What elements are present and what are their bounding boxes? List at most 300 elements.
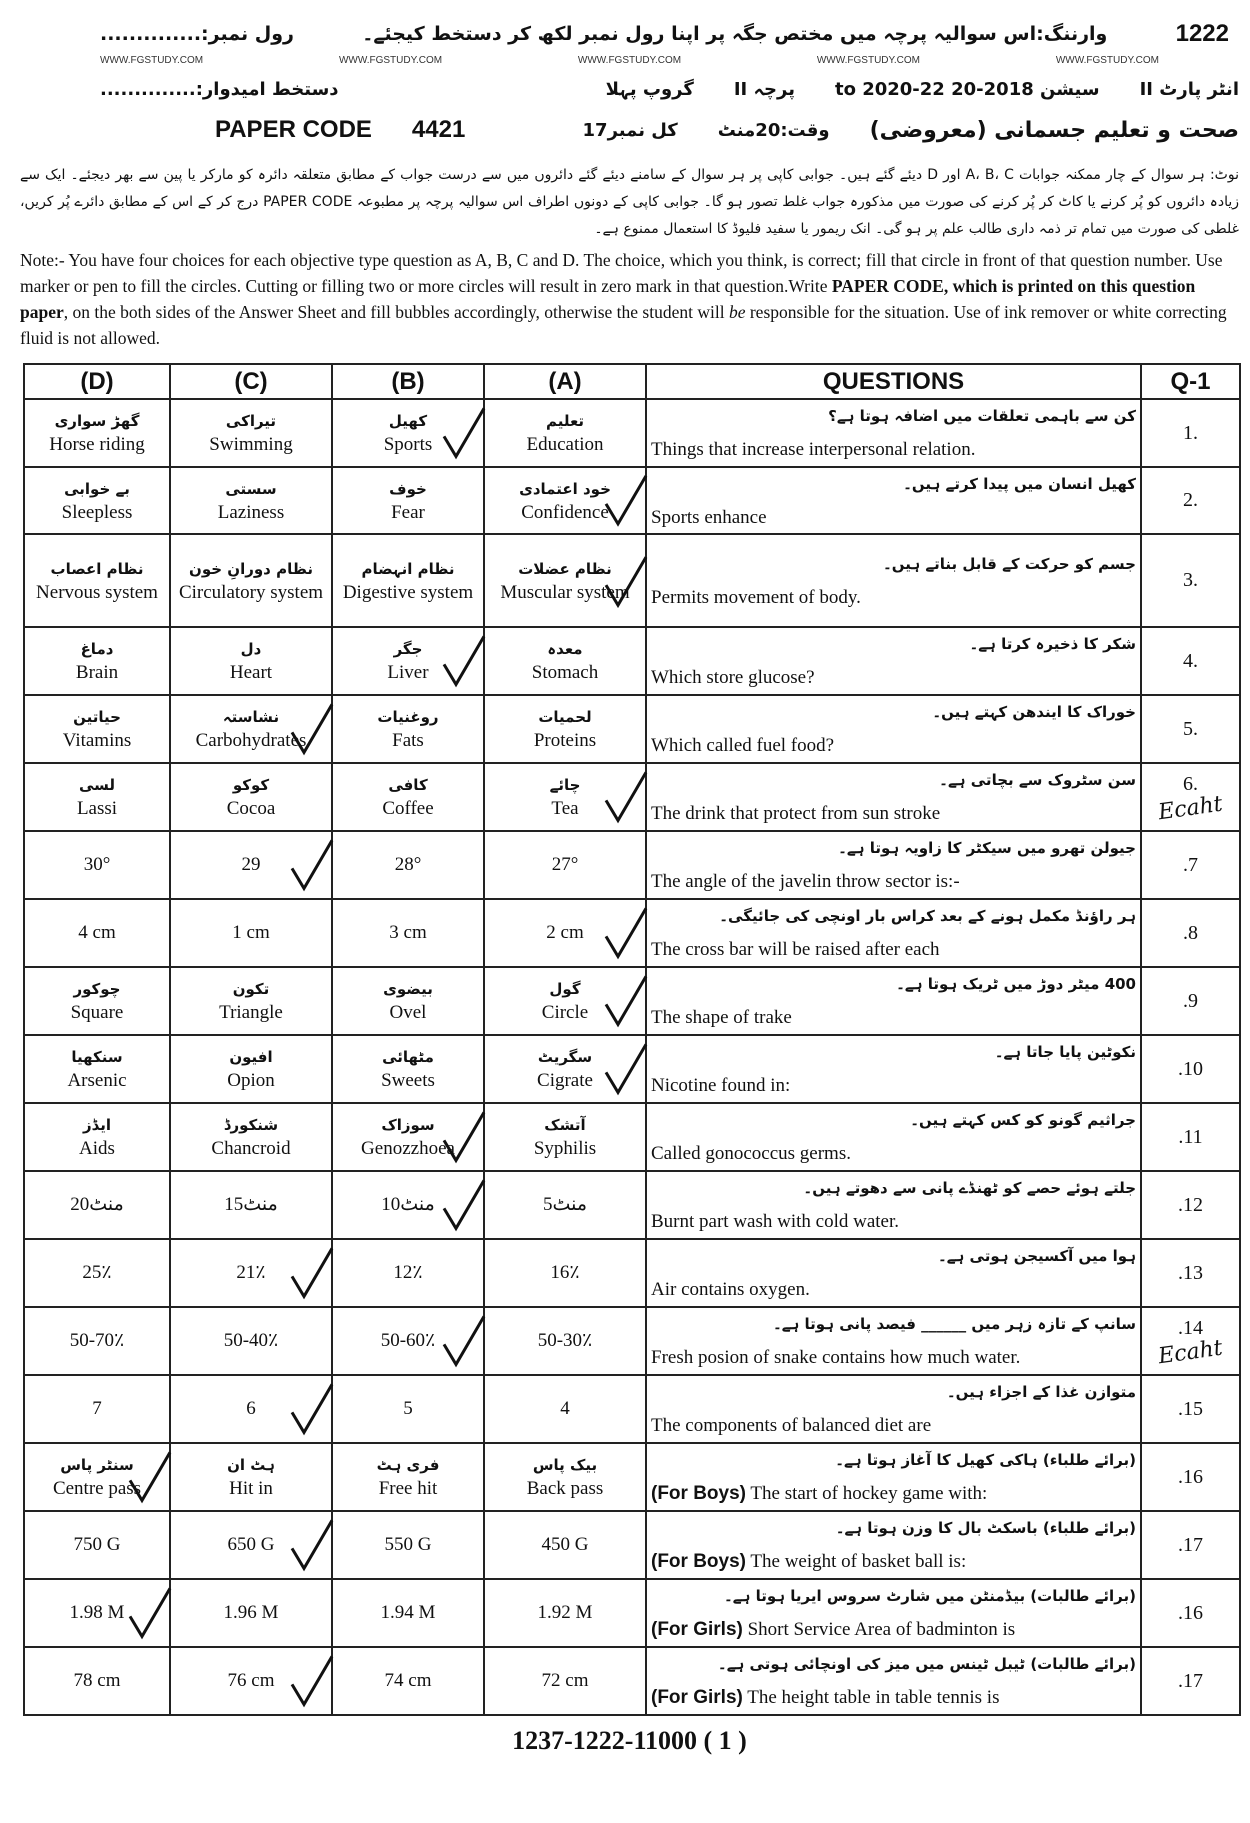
option-d — [24, 831, 170, 899]
question-number: .9 — [1183, 989, 1198, 1012]
option-urdu: کوکو — [232, 776, 270, 794]
option-english: Proteins — [533, 730, 597, 751]
question-audience: (For Boys) — [651, 1483, 746, 1504]
question — [646, 1579, 1141, 1647]
question-english: The start of hockey game with: — [746, 1483, 988, 1504]
option-english: Liver — [387, 662, 429, 683]
table-row — [24, 1579, 1240, 1647]
option-c — [170, 534, 332, 627]
option-english: 1.92 M — [537, 1602, 593, 1623]
option-a — [484, 763, 646, 831]
note-emphasis: be — [728, 302, 746, 322]
option-english: Triangle — [219, 1002, 283, 1023]
option-b — [332, 1443, 484, 1511]
question-urdu: شکر کا ذخیرہ کرتا ہے۔ — [969, 635, 1136, 653]
question — [646, 399, 1141, 467]
option-english: Hit in — [229, 1478, 273, 1499]
option-b — [332, 534, 484, 627]
question-number-cell — [1141, 1511, 1240, 1579]
option-urdu: لحمیات — [538, 708, 592, 726]
table-row — [24, 763, 1240, 831]
option-d — [24, 627, 170, 695]
option-a — [484, 1579, 646, 1647]
option-urdu: سستی — [225, 479, 277, 498]
session-label: سیشن 2018-20 to 2020-22 — [834, 78, 1100, 100]
option-english: 1.94 M — [380, 1602, 436, 1623]
table-row — [24, 1307, 1240, 1375]
option-d — [24, 695, 170, 763]
question-english: The cross bar will be raised after each — [651, 939, 940, 960]
option-english: 15منٹ — [224, 1194, 278, 1215]
header-c: (C) — [170, 364, 332, 399]
question-english: The components of balanced diet are — [651, 1415, 932, 1436]
watermark-url: WWW.FGSTUDY.COM — [100, 54, 204, 66]
option-english: Sports — [383, 434, 433, 455]
option-b — [332, 695, 484, 763]
option-english: Ovel — [389, 1002, 427, 1023]
question-number-cell — [1141, 1239, 1240, 1307]
option-urdu: سنٹر پاس — [60, 1456, 134, 1474]
question — [646, 1511, 1141, 1579]
question-number: .16 — [1178, 1465, 1203, 1488]
option-urdu: ہٹ ان — [227, 1456, 275, 1474]
question-number: .10 — [1178, 1057, 1203, 1080]
question-english: Sports enhance — [651, 506, 767, 528]
option-english: Aids — [79, 1138, 115, 1159]
table-row — [24, 467, 1240, 534]
option-english: 21٪ — [236, 1262, 266, 1283]
question-number: .12 — [1178, 1193, 1203, 1216]
option-urdu: چوکور — [73, 980, 121, 998]
watermark-url: WWW.FGSTUDY.COM — [577, 54, 682, 66]
option-a — [484, 627, 646, 695]
option-english: 1.98 M — [69, 1602, 125, 1623]
question — [646, 467, 1141, 534]
question-number-cell — [1141, 763, 1240, 831]
table-row — [24, 1647, 1240, 1715]
handwritten-note: Ecaht — [1156, 791, 1225, 825]
question-number: 3. — [1183, 569, 1198, 591]
note-text: Note:- You have four choices for each objective type question as A, B, C and D. The choice, which you think, is correct; fill that circle in front of that question number. Use marker or pen to fill the circles. Cutting or filling two or more circles will result in zero mark in that question.Write — [20, 250, 1223, 296]
question-audience: (For Boys) — [651, 1551, 746, 1572]
option-english: Sleepless — [61, 501, 133, 523]
question-urdu: (برائے طلباء) باسکٹ بال کا وزن ہوتا ہے۔ — [835, 1519, 1136, 1537]
option-d — [24, 763, 170, 831]
option-c — [170, 1647, 332, 1715]
question-urdu: متوازن غذا کے اجزاء ہیں۔ — [946, 1383, 1136, 1401]
paper-code-label: PAPER CODE — [215, 116, 372, 143]
question — [646, 695, 1141, 763]
time-label: وقت:20منٹ — [717, 119, 830, 141]
question-urdu: نکوٹین پایا جاتا ہے۔ — [994, 1043, 1136, 1061]
question-number-cell — [1141, 627, 1240, 695]
option-urdu: سوزاک — [381, 1116, 435, 1134]
option-english: Vitamins — [62, 730, 132, 751]
option-c — [170, 831, 332, 899]
question-number: .11 — [1178, 1125, 1203, 1148]
option-c — [170, 467, 332, 534]
option-a — [484, 695, 646, 763]
question-number: 6. — [1183, 772, 1198, 795]
header-a: (A) — [484, 364, 646, 399]
option-english: 27° — [551, 854, 579, 875]
question-number-cell — [1141, 1443, 1240, 1511]
option-a — [484, 1443, 646, 1511]
option-b — [332, 899, 484, 967]
option-a — [484, 1307, 646, 1375]
table-row — [24, 1375, 1240, 1443]
table-row — [24, 399, 1240, 467]
option-a — [484, 967, 646, 1035]
option-b — [332, 1579, 484, 1647]
option-urdu: کھیل — [388, 412, 428, 430]
question-audience: (For Girls) — [651, 1687, 743, 1708]
option-c — [170, 1511, 332, 1579]
question-english: Air contains oxygen. — [651, 1279, 810, 1300]
option-a — [484, 1103, 646, 1171]
option-english: 3 cm — [389, 922, 427, 943]
roll-number-field: رول نمبر:.............. — [100, 23, 294, 45]
option-urdu: حیاتین — [73, 708, 121, 726]
table-row — [24, 1103, 1240, 1171]
header-d: (D) — [24, 364, 170, 399]
option-b — [332, 1511, 484, 1579]
option-english: 650 G — [227, 1534, 275, 1555]
option-english: Back pass — [526, 1478, 604, 1499]
option-d — [24, 399, 170, 467]
option-urdu: تیراکی — [225, 412, 277, 430]
option-urdu: مٹھائی — [382, 1048, 434, 1066]
question-number: 1. — [1183, 421, 1198, 444]
subject-title: صحت و تعلیم جسمانی (معروضی) — [869, 117, 1239, 143]
option-english: Circle — [541, 1002, 589, 1023]
question-urdu: خوراک کا ایندھن کہتے ہیں۔ — [932, 703, 1136, 721]
question-number: .14 — [1178, 1316, 1203, 1339]
option-english: Chancroid — [211, 1138, 291, 1159]
question-urdu: ہر راؤنڈ مکمل ہونے کے بعد کراس بار اونچی کی جائیگی۔ — [719, 907, 1136, 925]
option-english: 50-30٪ — [537, 1330, 593, 1351]
option-a — [484, 1375, 646, 1443]
option-english: Coffee — [382, 798, 434, 819]
option-english: Carbohydrates — [195, 730, 307, 751]
question-number: .16 — [1178, 1601, 1203, 1624]
question — [646, 967, 1141, 1035]
question-english: Fresh posion of snake contains how much water. — [651, 1347, 1021, 1368]
option-urdu: سگریٹ — [537, 1048, 593, 1066]
option-d — [24, 1307, 170, 1375]
option-english: 750 G — [73, 1534, 121, 1555]
option-english: Free hit — [378, 1478, 438, 1499]
question-number-cell — [1141, 1307, 1240, 1375]
option-english: Tea — [551, 798, 579, 819]
option-urdu: نظام دورانِ خون — [189, 559, 313, 578]
note-text: , on the both sides of the Answer Sheet and fill bubbles accordingly, otherwise the student will — [63, 302, 729, 322]
option-b — [332, 763, 484, 831]
option-english: Horse riding — [49, 434, 145, 455]
option-urdu: کافی — [388, 776, 428, 794]
footer-code: 1237-1222-11000 ( 1 ) — [512, 1726, 747, 1755]
option-c — [170, 899, 332, 967]
option-english: Education — [526, 434, 604, 455]
option-d — [24, 1239, 170, 1307]
option-english: 450 G — [541, 1534, 589, 1555]
option-english: Muscular system — [500, 581, 630, 603]
question-urdu: (برائے طالبات) ٹیبل ٹینس میں میز کی اونچائی ہوتی ہے۔ — [717, 1655, 1136, 1673]
question — [646, 1375, 1141, 1443]
option-english: Cigrate — [537, 1070, 593, 1091]
question-number: .13 — [1178, 1261, 1203, 1284]
option-english: Centre pass — [52, 1478, 142, 1499]
option-english: Opion — [227, 1070, 275, 1091]
question-urdu: جیولن تھرو میں سیکٹر کا زاویہ ہوتا ہے۔ — [838, 839, 1136, 857]
question-number-cell — [1141, 695, 1240, 763]
option-urdu: بیضوی — [383, 980, 433, 998]
option-urdu: نظام عضلات — [518, 559, 612, 578]
option-b — [332, 1103, 484, 1171]
option-english: Confidence — [521, 501, 609, 523]
option-english: 30° — [83, 854, 111, 875]
total-marks: کل نمبر17 — [582, 119, 678, 141]
option-english: 50-70٪ — [69, 1330, 125, 1351]
option-d — [24, 1375, 170, 1443]
table-row — [24, 1239, 1240, 1307]
question-urdu: جلتے ہوئے حصے کو ٹھنڈے پانی سے دھوتے ہیں۔ — [803, 1179, 1136, 1197]
option-urdu: روغنیات — [377, 708, 439, 726]
question-urdu: 400 میٹر دوڑ میں ٹریک ہوتا ہے۔ — [896, 975, 1136, 993]
option-a — [484, 1035, 646, 1103]
option-a — [484, 899, 646, 967]
option-english: 76 cm — [227, 1670, 275, 1691]
option-c — [170, 763, 332, 831]
option-a — [484, 1647, 646, 1715]
question — [646, 1103, 1141, 1171]
option-c — [170, 1239, 332, 1307]
option-english: 6 — [246, 1398, 256, 1419]
question-number: .17 — [1178, 1533, 1203, 1556]
question-number-cell — [1141, 1171, 1240, 1239]
option-english: 1.96 M — [223, 1602, 279, 1623]
option-urdu: خود اعتمادی — [519, 479, 611, 498]
option-urdu: سنکھیا — [71, 1048, 123, 1066]
note-text: responsible for the situation. Use of ink remover or white correcting fluid is not allowed. — [20, 302, 1227, 348]
option-a — [484, 831, 646, 899]
option-english: 74 cm — [384, 1670, 432, 1691]
option-c — [170, 1375, 332, 1443]
question — [646, 1171, 1141, 1239]
table-row — [24, 534, 1240, 627]
question-number-cell — [1141, 467, 1240, 534]
header-b: (B) — [332, 364, 484, 399]
option-urdu: دماغ — [80, 640, 114, 658]
question — [646, 1307, 1141, 1375]
option-urdu: بیک پاس — [532, 1456, 598, 1474]
question-urdu: کن سے باہمی تعلقات میں اضافہ ہوتا ہے؟ — [828, 407, 1136, 425]
option-urdu: نظام اعصاب — [50, 559, 144, 578]
option-b — [332, 1035, 484, 1103]
option-urdu: نشاستہ — [222, 708, 280, 726]
table-row — [24, 1511, 1240, 1579]
header-questions: QUESTIONS — [646, 364, 1141, 399]
question-english: Things that increase interpersonal relation. — [651, 439, 976, 460]
option-b — [332, 967, 484, 1035]
option-english: 16٪ — [550, 1262, 580, 1283]
table-row — [24, 1171, 1240, 1239]
option-english: 50-60٪ — [380, 1330, 436, 1351]
option-c — [170, 1579, 332, 1647]
table-row — [24, 695, 1240, 763]
option-english: 72 cm — [541, 1670, 589, 1691]
option-english: Syphilis — [533, 1138, 597, 1159]
watermark-url: WWW.FGSTUDY.COM — [338, 54, 443, 66]
option-english: Nervous system — [36, 581, 158, 603]
question-audience: (For Girls) — [651, 1619, 743, 1640]
option-d — [24, 899, 170, 967]
question-english: The drink that protect from sun stroke — [651, 803, 941, 824]
question-english: The height table in table tennis is — [742, 1687, 1000, 1708]
option-english: 1 cm — [232, 922, 270, 943]
question-english: The weight of basket ball is: — [746, 1551, 967, 1572]
question-urdu: (برائے طالبات) بیڈمنٹن میں شارٹ سروس ایریا ہوتا ہے۔ — [724, 1587, 1136, 1605]
question — [646, 534, 1141, 627]
table-row — [24, 831, 1240, 899]
option-english: Arsenic — [67, 1070, 127, 1091]
question-number-cell — [1141, 1579, 1240, 1647]
option-english: 25٪ — [82, 1262, 112, 1283]
question-english: Which store glucose? — [651, 667, 815, 688]
questions-table — [23, 363, 1241, 1716]
option-d — [24, 1035, 170, 1103]
option-c — [170, 1443, 332, 1511]
question-urdu: ہوا میں آکسیجن ہوتی ہے۔ — [937, 1247, 1136, 1265]
option-d — [24, 967, 170, 1035]
option-english: 28° — [394, 854, 422, 875]
option-english: Lassi — [76, 798, 118, 819]
option-c — [170, 1035, 332, 1103]
question-number: .17 — [1178, 1669, 1203, 1692]
option-d — [24, 1579, 170, 1647]
option-a — [484, 1511, 646, 1579]
paper-code: 4421 — [411, 116, 466, 143]
question-number-cell — [1141, 399, 1240, 467]
table-header — [24, 364, 1240, 399]
option-urdu: نظام انہضام — [361, 559, 455, 578]
option-english: Sweets — [381, 1070, 435, 1091]
option-english: 4 — [560, 1398, 570, 1419]
option-b — [332, 1375, 484, 1443]
option-b — [332, 1239, 484, 1307]
option-b — [332, 1647, 484, 1715]
question-urdu: جسم کو حرکت کے قابل بناتے ہیں۔ — [882, 554, 1136, 573]
question — [646, 627, 1141, 695]
table-row — [24, 1443, 1240, 1511]
option-urdu: جگر — [393, 640, 423, 658]
question-urdu: کھیل انسان میں پیدا کرتے ہیں۔ — [903, 474, 1136, 493]
question — [646, 1239, 1141, 1307]
option-english: 2 cm — [546, 922, 584, 943]
option-c — [170, 1171, 332, 1239]
option-c — [170, 627, 332, 695]
option-english: Swimming — [209, 434, 293, 455]
option-english: 10منٹ — [381, 1194, 435, 1215]
table-row — [24, 967, 1240, 1035]
question — [646, 1443, 1141, 1511]
question-number-cell — [1141, 967, 1240, 1035]
option-a — [484, 1239, 646, 1307]
option-english: Cocoa — [226, 798, 276, 819]
option-urdu: شنکورڈ — [223, 1116, 279, 1134]
option-english: Fear — [391, 501, 425, 523]
option-english: Square — [70, 1002, 124, 1023]
option-english: Stomach — [531, 662, 599, 683]
option-d — [24, 1443, 170, 1511]
question — [646, 899, 1141, 967]
question-number: .8 — [1183, 921, 1198, 944]
option-urdu: دل — [240, 640, 262, 658]
option-urdu: آتشک — [544, 1116, 586, 1134]
option-english: Fats — [392, 730, 424, 751]
option-english: Laziness — [217, 501, 285, 523]
option-d — [24, 534, 170, 627]
note-urdu: نوٹ: ہر سوال کے چار ممکنہ جوابات A، B، C اور D دیئے گئے ہیں۔ جوابی کاپی پر ہر سوال کے سامنے دیئے گئے دائروں میں سے درست جواب کے مطابق متعلقہ دائرہ کو مارکر یا پین سے بھر دیجئے۔ ایک سے زیادہ دائروں کو پُر کرنے یا کاٹ کر پُر کرنے کی صورت میں مذکورہ جواب غلط تصور ہو گا۔ جوابی کاپی کے دونوں اطراف اس سوالیہ پرچہ پر مطبوعہ PAPER CODE درج کر کے اس کے مطابق دائرے پُر کریں، غلطی کی صورت میں تمام تر ذمہ داری طالب علم پر ہو گی۔ انک ریمور یا سفید فلیوڈ کا استعمال ممنوع ہے۔ — [20, 167, 1240, 237]
option-urdu: فری ہٹ — [376, 1456, 440, 1474]
option-urdu: ایڈز — [82, 1116, 112, 1134]
question-english: Burnt part wash with cold water. — [651, 1211, 900, 1232]
option-c — [170, 1307, 332, 1375]
question — [646, 1035, 1141, 1103]
header-row-1 — [20, 18, 1239, 50]
option-english: 5 — [403, 1398, 413, 1419]
question-english: The angle of the javelin throw sector is:- — [651, 871, 960, 892]
header-row-2 — [20, 70, 1239, 108]
option-english: 78 cm — [73, 1670, 121, 1691]
option-d — [24, 1647, 170, 1715]
note-bold: PAPER CODE, which is printed on this question paper — [20, 276, 1196, 322]
question-number: 4. — [1183, 649, 1198, 672]
question-urdu: (برائے طلباء) ہاکی کھیل کا آغاز ہوتا ہے۔ — [835, 1451, 1136, 1469]
option-b — [332, 467, 484, 534]
question-number-cell — [1141, 1035, 1240, 1103]
option-urdu: چائے — [549, 776, 581, 794]
option-d — [24, 467, 170, 534]
option-b — [332, 831, 484, 899]
question-number-cell — [1141, 1375, 1240, 1443]
question-number: 5. — [1183, 717, 1198, 740]
option-c — [170, 695, 332, 763]
option-urdu: افیون — [229, 1048, 273, 1066]
question-number: 2. — [1183, 489, 1198, 511]
option-english: 20منٹ — [70, 1194, 124, 1215]
paper-number: 1222 — [1175, 20, 1229, 47]
question-number-cell — [1141, 831, 1240, 899]
option-english: Heart — [229, 662, 273, 683]
option-c — [170, 967, 332, 1035]
question-english: The shape of trake — [651, 1007, 792, 1028]
header-row-3 — [20, 108, 1239, 152]
question-english: Nicotine found in: — [651, 1075, 791, 1096]
option-c — [170, 399, 332, 467]
option-a — [484, 1171, 646, 1239]
option-urdu: معدہ — [547, 640, 583, 658]
option-english: 50-40٪ — [223, 1330, 279, 1351]
question-number-cell — [1141, 534, 1240, 627]
watermark-url: WWW.FGSTUDY.COM — [1055, 54, 1159, 66]
option-b — [332, 627, 484, 695]
question-number-cell — [1141, 1103, 1240, 1171]
question-urdu: سن سٹروک سے بچاتی ہے۔ — [939, 771, 1136, 789]
url-row — [20, 50, 1239, 70]
option-english: 550 G — [384, 1534, 432, 1555]
question-english: Called gonococcus germs. — [651, 1143, 851, 1164]
